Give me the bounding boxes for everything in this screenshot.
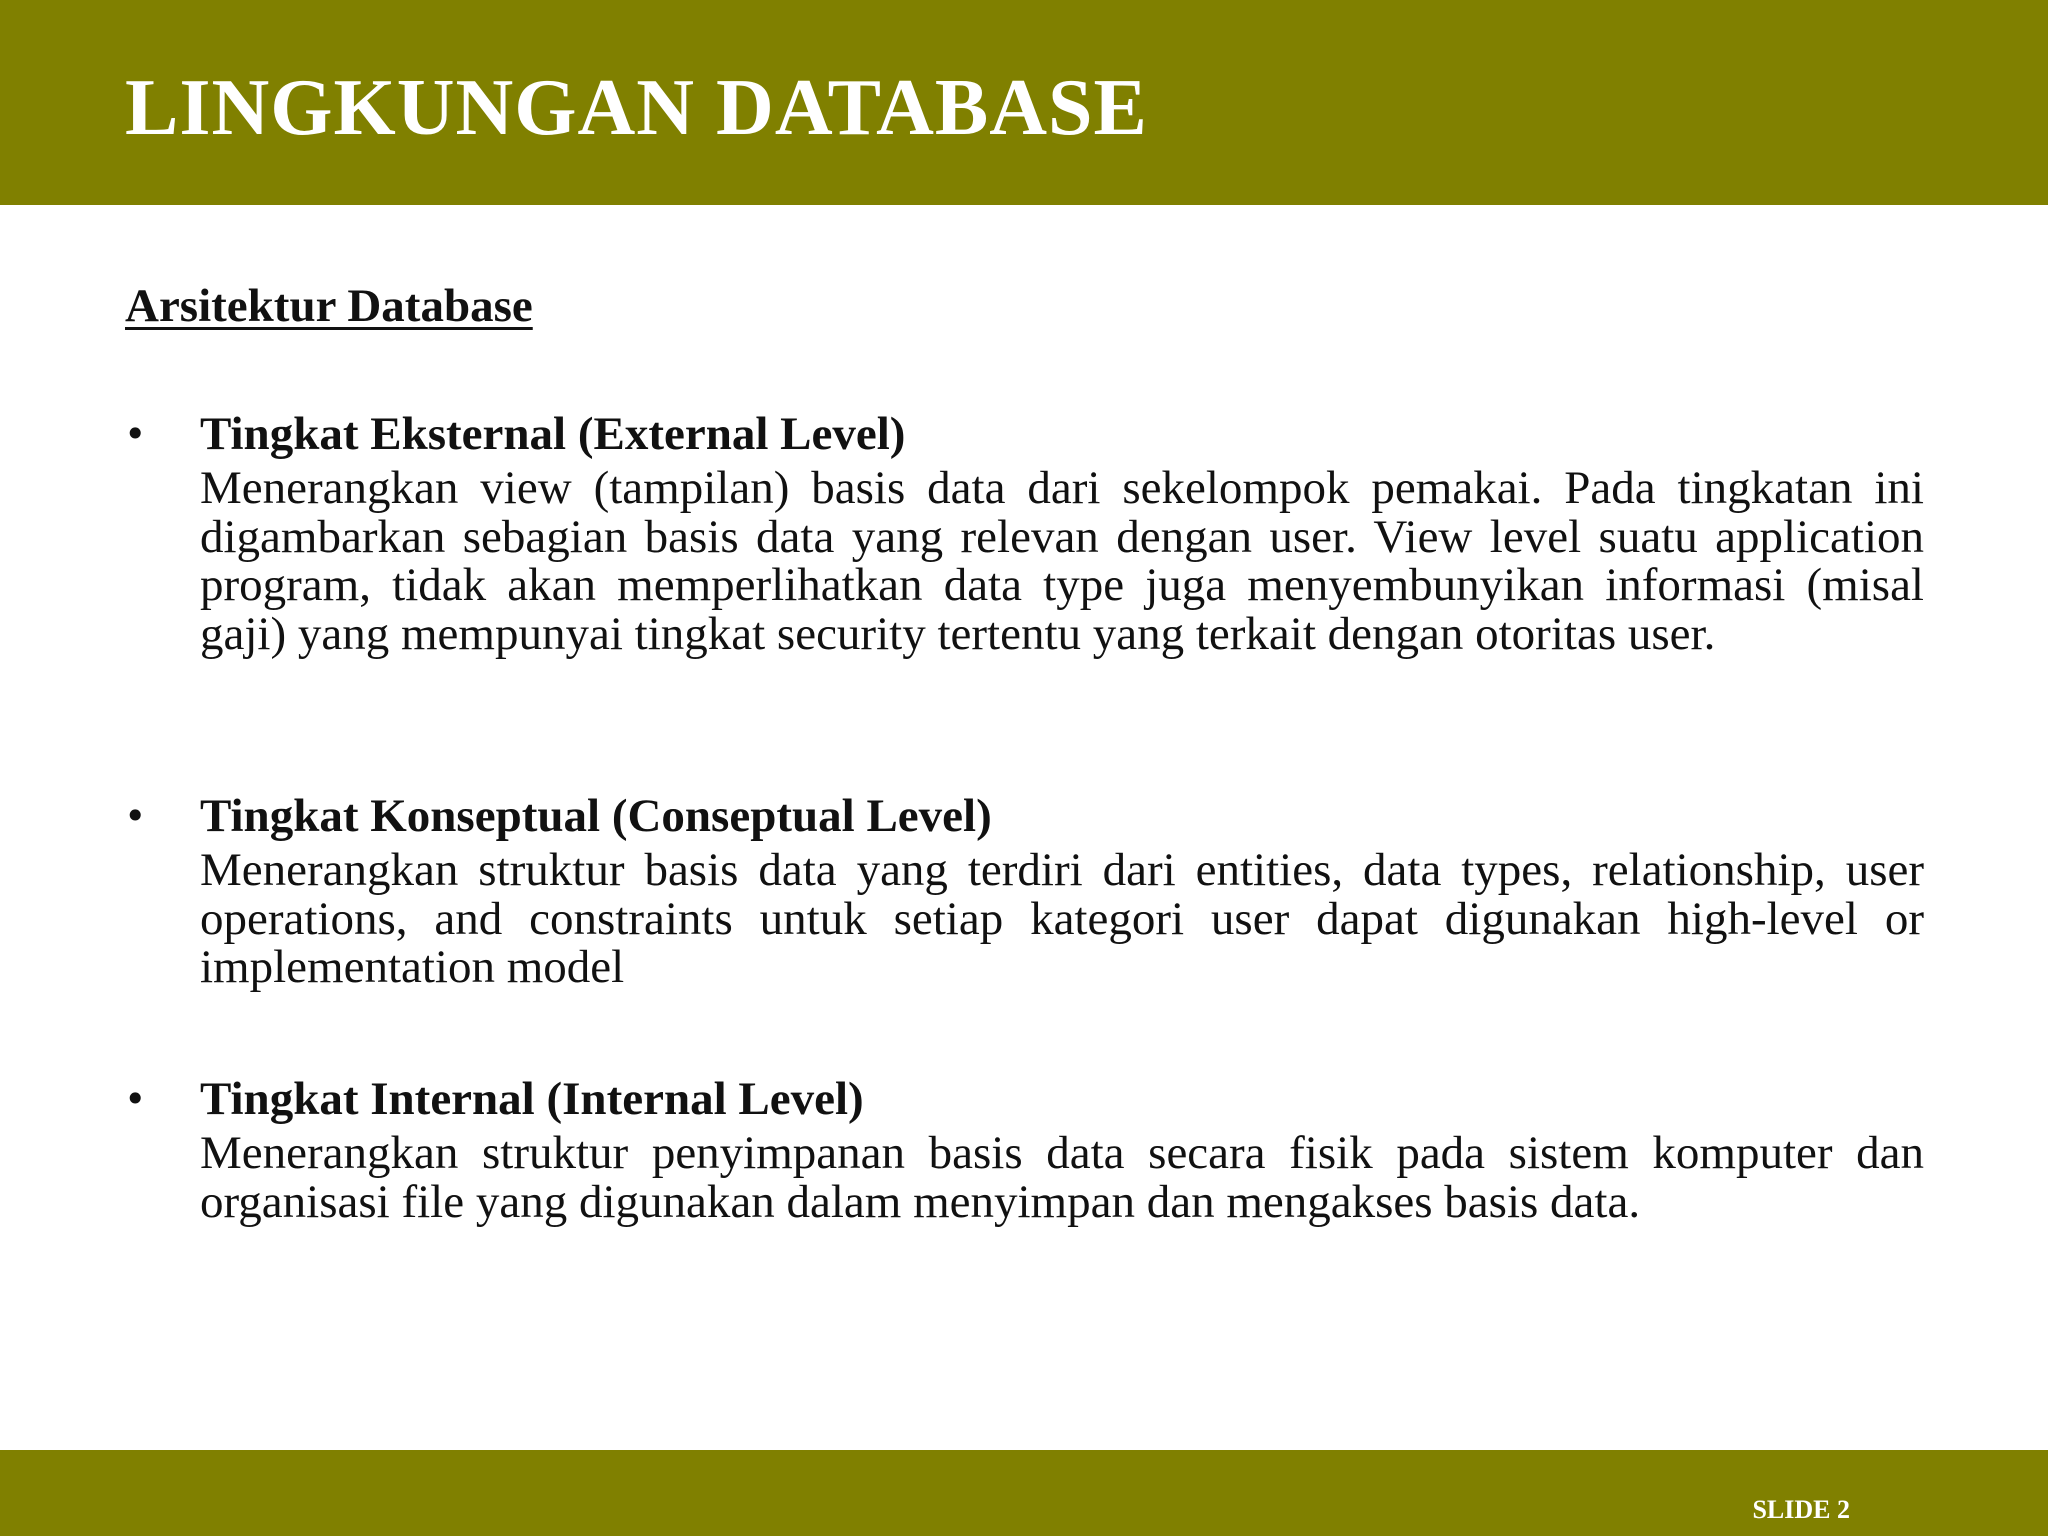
level-title: Tingkat Konseptual (Conseptual Level)	[200, 790, 992, 842]
level-description: Menerangkan view (tampilan) basis data dari sekelompok pemakai. Pada tingkatan ini digambarkan sebagian basis data yang relevan dengan user. View level suatu application program, tidak akan memperlihatkan data type juga menyembunyikan informasi (misal gaji) yang mempunyai tingkat security tertentu yang terkait dengan otoritas user.	[200, 462, 1924, 660]
level-title: Tingkat Internal (Internal Level)	[200, 1073, 864, 1125]
bullet-icon: •	[124, 794, 147, 838]
slide-number: SLIDE 2	[1752, 1495, 1850, 1524]
footer-bar	[0, 1450, 2048, 1536]
bullet-icon: •	[124, 1077, 147, 1121]
level-title: Tingkat Eksternal (External Level)	[200, 408, 906, 460]
bullet-icon: •	[124, 412, 147, 456]
level-description: Menerangkan struktur basis data yang terdiri dari entities, data types, relationship, user operations, and constraints untuk setiap kategori user dapat digunakan high-level or implementation model	[200, 844, 1924, 993]
level-description: Menerangkan struktur penyimpanan basis data secara fisik pada sistem komputer dan organisasi file yang digunakan dalam menyimpan dan mengakses basis data.	[200, 1127, 1924, 1228]
slide-title: LINGKUNGAN DATABASE	[125, 64, 1148, 152]
section-heading: Arsitektur Database	[125, 280, 533, 332]
